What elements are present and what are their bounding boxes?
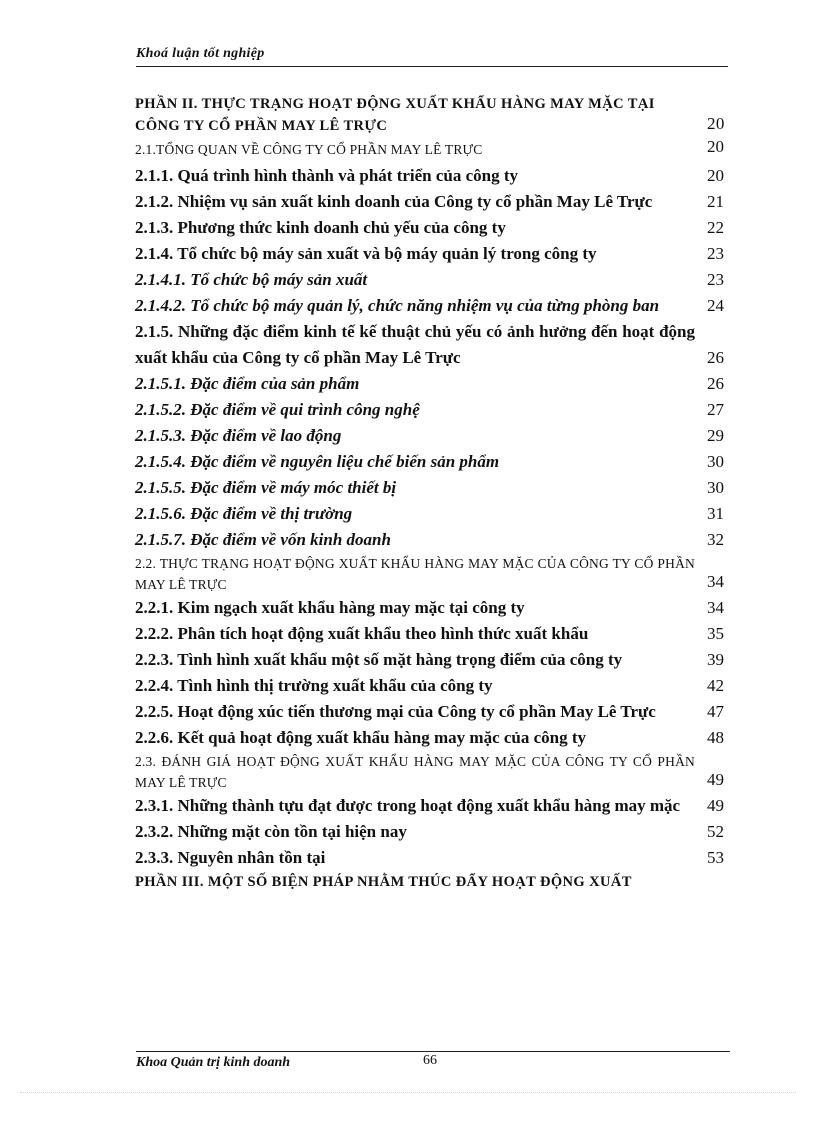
toc-entry bbox=[135, 595, 755, 621]
toc-entry bbox=[135, 475, 755, 501]
toc-entry-page: 20 bbox=[707, 137, 724, 156]
footer-department: Khoa Quản trị kinh doanh bbox=[136, 1055, 291, 1070]
toc-entry bbox=[135, 139, 755, 160]
toc-entry-title: 2.2.1. Kim ngạch xuất khẩu hàng may mặc tại công ty bbox=[135, 598, 525, 617]
toc-entry bbox=[135, 553, 755, 595]
toc-entry bbox=[135, 397, 755, 423]
toc-entry-page: 23 bbox=[707, 244, 724, 263]
toc-entry bbox=[135, 215, 755, 241]
toc-entry-title: 2.1.5. Những đặc điểm kinh tế kế thuật chủ yếu có ảnh hưởng đến hoạt động xuất khẩu của Công ty cổ phần May Lê Trực bbox=[135, 322, 695, 367]
toc-entry-page: 21 bbox=[707, 192, 724, 211]
toc-entry bbox=[135, 673, 755, 699]
toc-entry-page: 20 bbox=[707, 166, 724, 185]
toc-entry-page: 26 bbox=[707, 348, 724, 367]
toc-entry bbox=[135, 423, 755, 449]
toc-entry-page: 53 bbox=[707, 848, 724, 867]
toc-entry-title: 2.3.3. Nguyên nhân tồn tại bbox=[135, 848, 326, 867]
toc-entry bbox=[135, 501, 755, 527]
toc-entry bbox=[135, 189, 755, 215]
toc-entry-title: 2.1.2. Nhiệm vụ sản xuất kinh doanh của Công ty cổ phần May Lê Trực bbox=[135, 192, 653, 211]
toc-entry-title: 2.2.4. Tình hình thị trường xuất khẩu của công ty bbox=[135, 676, 493, 695]
toc-entry bbox=[135, 871, 755, 893]
toc-entry-page: 23 bbox=[707, 270, 724, 289]
toc-entry bbox=[135, 527, 755, 553]
toc-entry-title: PHẦN II. THỰC TRẠNG HOẠT ĐỘNG XUẤT KHẨU HÀNG MAY MẶC TẠI CÔNG TY CỔ PHẦN MAY LÊ TRỰC bbox=[135, 96, 655, 134]
toc-entry-title: 2.2. THỰC TRẠNG HOẠT ĐỘNG XUẤT KHẨU HÀNG MAY MẶC CỦA CÔNG TY CỔ PHẦN MAY LÊ TRỰC bbox=[135, 556, 695, 592]
toc-entry-page: 29 bbox=[707, 426, 724, 445]
toc-entry-title: 2.1.3. Phương thức kinh doanh chủ yếu của công ty bbox=[135, 218, 506, 237]
toc-entry-title: 2.1.5.5. Đặc điểm về máy móc thiết bị bbox=[135, 478, 397, 497]
toc-entry-page: 35 bbox=[707, 624, 724, 643]
toc-entry-page: 48 bbox=[707, 728, 724, 747]
toc-entry bbox=[135, 163, 755, 189]
toc-entry-page: 31 bbox=[707, 504, 724, 523]
toc-entry bbox=[135, 93, 755, 137]
toc-entry-title: 2.1.5.1. Đặc điểm của sản phẩm bbox=[135, 374, 360, 393]
toc-entry bbox=[135, 267, 755, 293]
toc-entry-title: 2.1.5.6. Đặc điểm về thị trường bbox=[135, 504, 353, 523]
toc-entry bbox=[135, 751, 755, 793]
toc-entry bbox=[135, 449, 755, 475]
toc-entry bbox=[135, 371, 755, 397]
toc-entry-page: 30 bbox=[707, 478, 724, 497]
toc-entry-page: 32 bbox=[707, 530, 724, 549]
toc-entry-title: 2.1.5.3. Đặc điểm về lao động bbox=[135, 426, 342, 445]
toc-entry-page: 52 bbox=[707, 822, 724, 841]
toc-entry-page: 27 bbox=[707, 400, 724, 419]
toc-entry-page: 20 bbox=[707, 114, 725, 133]
toc-entry bbox=[135, 699, 755, 725]
header-title: Khoá luận tốt nghiệp bbox=[136, 46, 265, 61]
toc-entry bbox=[135, 845, 755, 871]
toc-entry bbox=[135, 241, 755, 267]
toc-entry-title: 2.1.1. Quá trình hình thành và phát triển của công ty bbox=[135, 166, 519, 185]
toc-entry-title: PHẦN III. MỘT SỐ BIỆN PHÁP NHẰM THÚC ĐẨY HOẠT ĐỘNG XUẤT bbox=[135, 874, 632, 890]
toc-entry-title: 2.2.3. Tình hình xuất khẩu một số mặt hàng trọng điểm của công ty bbox=[135, 650, 623, 669]
toc-entry bbox=[135, 293, 755, 319]
toc-entry-page: 30 bbox=[707, 452, 724, 471]
toc-entry-page: 39 bbox=[707, 650, 724, 669]
toc-entry-title: 2.3. ĐÁNH GIÁ HOẠT ĐỘNG XUẤT KHẨU HÀNG MAY MẶC CỦA CÔNG TY CỔ PHẦN MAY LÊ TRỰC bbox=[135, 754, 695, 790]
toc-entry bbox=[135, 819, 755, 845]
toc-entry-page: 34 bbox=[707, 598, 724, 617]
toc-entry bbox=[135, 621, 755, 647]
toc-entry-page: 22 bbox=[707, 218, 724, 237]
toc-entry-title: 2.1.5.4. Đặc điểm về nguyên liệu chế biến sản phẩm bbox=[135, 452, 500, 471]
toc-entry bbox=[135, 725, 755, 751]
table-of-contents bbox=[135, 93, 755, 893]
toc-entry-page: 26 bbox=[707, 374, 724, 393]
toc-entry-page: 49 bbox=[707, 770, 724, 789]
toc-entry bbox=[135, 793, 755, 819]
toc-entry-title: 2.1.5.2. Đặc điểm về qui trình công nghệ bbox=[135, 400, 420, 419]
toc-entry-page: 42 bbox=[707, 676, 724, 695]
toc-entry-page: 24 bbox=[707, 296, 724, 315]
toc-entry-title: 2.2.2. Phân tích hoạt động xuất khẩu theo hình thức xuất khẩu bbox=[135, 624, 589, 643]
toc-entry-page: 47 bbox=[707, 702, 724, 721]
toc-entry-title: 2.2.5. Hoạt động xúc tiến thương mại của Công ty cổ phần May Lê Trực bbox=[135, 702, 656, 721]
toc-entry bbox=[135, 647, 755, 673]
toc-entry-title: 2.1.4.1. Tổ chức bộ máy sản xuất bbox=[135, 270, 368, 289]
toc-entry-title: 2.1.TỔNG QUAN VỀ CÔNG TY CỔ PHẦN MAY LÊ TRỰC bbox=[135, 142, 483, 157]
toc-entry-title: 2.3.2. Những mặt còn tồn tại hiện nay bbox=[135, 822, 407, 841]
page-bottom-border bbox=[20, 1092, 796, 1093]
footer-page-number: 66 bbox=[423, 1053, 437, 1068]
toc-entry-title: 2.2.6. Kết quả hoạt động xuất khẩu hàng may mặc của công ty bbox=[135, 728, 587, 747]
toc-entry-page: 34 bbox=[707, 572, 724, 591]
toc-entry-title: 2.1.4. Tổ chức bộ máy sản xuất và bộ máy quản lý trong công ty bbox=[135, 244, 597, 263]
toc-entry bbox=[135, 319, 755, 371]
toc-entry-title: 2.3.1. Những thành tựu đạt được trong hoạt động xuất khẩu hàng may mặc bbox=[135, 796, 681, 815]
toc-entry-page: 49 bbox=[707, 796, 724, 815]
footer-rule bbox=[136, 1051, 730, 1052]
header-rule bbox=[136, 66, 728, 67]
toc-entry-title: 2.1.4.2. Tổ chức bộ máy quản lý, chức năng nhiệm vụ của từng phòng ban bbox=[135, 296, 660, 315]
toc-entry-title: 2.1.5.7. Đặc điểm về vốn kinh doanh bbox=[135, 530, 391, 549]
